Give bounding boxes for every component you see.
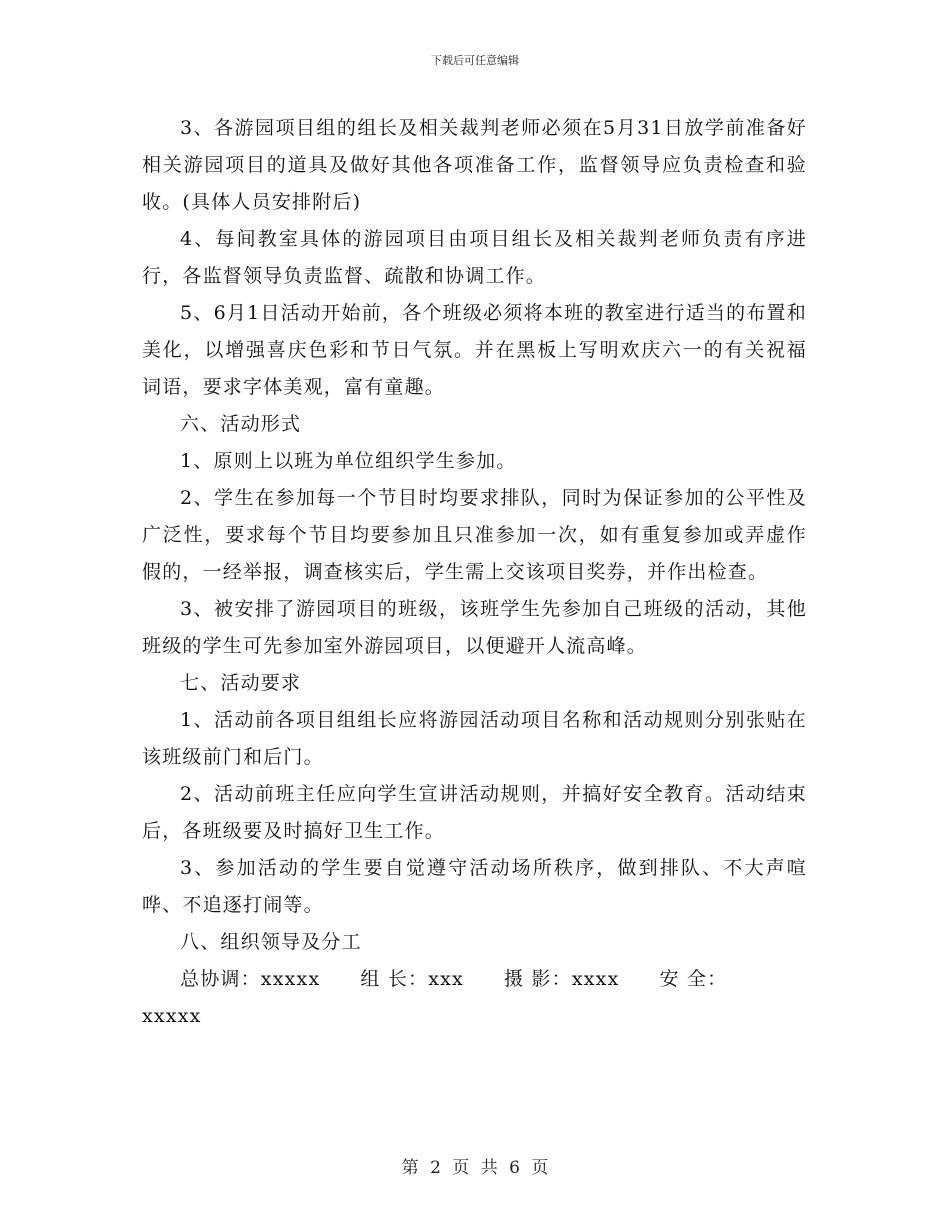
paragraph: 3、被安排了游园项目的班级，该班学生先参加自己班级的活动，其他班级的学生可先参加室外游园项目，以便避开人流高峰。 (142, 598, 807, 657)
document-body (142, 110, 807, 1035)
section-heading: 六、活动形式 (180, 413, 302, 435)
role-coordinator: 总协调：xxxxx (180, 968, 321, 990)
page-header: 下载后可任意编辑 (431, 54, 519, 67)
paragraph: 4、每间教室具体的游园项目由项目组长及相关裁判老师负责有序进行，各监督领导负责监督、疏散和协调工作。 (142, 228, 807, 287)
section-heading: 七、活动要求 (180, 672, 302, 694)
role-photo: 摄 影：xxxx (503, 968, 620, 990)
role-assignments (142, 961, 807, 998)
paragraph: 3、参加活动的学生要自觉遵守活动场所秩序，做到排队、不大声喧哗、不追逐打闹等。 (142, 857, 807, 916)
role-leader: 组 长：xxx (360, 968, 464, 990)
page-footer: 第 2 页 共 6 页 (401, 1158, 549, 1178)
role-safety-value: xxxxx (142, 1005, 202, 1027)
paragraph: 1、原则上以班为单位组织学生参加。 (180, 450, 517, 472)
paragraph: 3、各游园项目组的组长及相关裁判老师必须在5月31日放学前准备好相关游园项目的道具及做好其他各项准备工作，监督领导应负责检查和验收。(具体人员安排附后) (142, 117, 807, 213)
paragraph: 2、学生在参加每一个节目时均要求排队，同时为保证参加的公平性及广泛性，要求每个节目均要参加且只准参加一次，如有重复参加或弄虚作假的，一经举报，调查核实后，学生需上交该项目奖券，并作出检查。 (142, 487, 807, 583)
paragraph: 5、6月1日活动开始前，各个班级必须将本班的教室进行适当的布置和美化，以增强喜庆色彩和节日气氛。并在黑板上写明欢庆六一的有关祝福词语，要求字体美观，富有童趣。 (142, 302, 807, 398)
section-heading: 八、组织领导及分工 (180, 931, 362, 953)
paragraph: 2、活动前班主任应向学生宣讲活动规则，并搞好安全教育。活动结束后，各班级要及时搞好卫生工作。 (142, 783, 807, 842)
paragraph: 1、活动前各项目组组长应将游园活动项目名称和活动规则分别张贴在该班级前门和后门。 (142, 709, 807, 768)
role-safety-label: 安 全： (659, 968, 728, 990)
